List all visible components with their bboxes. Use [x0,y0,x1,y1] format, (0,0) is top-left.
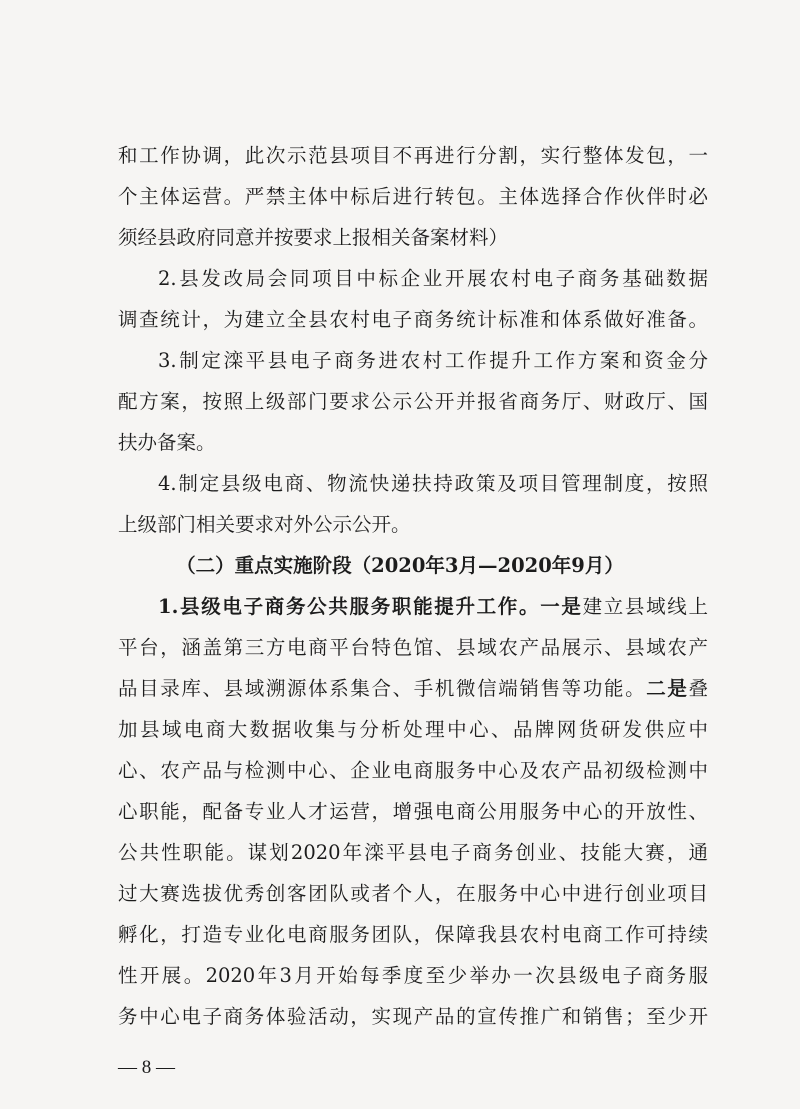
paragraph-line: 调查统计，为建立全县农村电子商务统计标准和体系做好准备。 [118,308,708,331]
paragraph-line: 和工作协调，此次示范县项目不再进行分割，实行整体发包，一 [118,144,708,167]
text-run: 品目录库、县域溯源体系集合、手机微信端销售等功能。 [118,677,647,700]
paragraph-line: 心职能，配备专业人才运营，增强电商公用服务中心的开放性、 [118,800,708,823]
paragraph-line: 扶办备案。 [118,431,216,454]
emphasis: 二是 [646,677,689,700]
paragraph-line [158,597,708,617]
paragraph-line: 3.制定滦平县电子商务进农村工作提升工作方案和资金分 [158,349,708,372]
paragraph-line: 加县域电商大数据收集与分析处理中心、品牌网货研发供应中 [118,718,708,741]
paragraph-line: 平台，涵盖第三方电商平台特色馆、县域农产品展示、县域农产 [118,636,708,659]
paragraph-line: 4.制定县级电商、物流快递扶持政策及项目管理制度，按照 [158,472,708,495]
text-run: 叠 [688,677,708,700]
paragraph-line: 心、农产品与检测中心、企业电商服务中心及农产品初级检测中 [118,759,708,782]
page-number: — 8 — [118,1057,175,1078]
paragraph-line: 配方案，按照上级部门要求公示公开并报省商务厅、财政厅、国 [118,390,708,413]
paragraph-line: 务中心电子商务体验活动，实现产品的宣传推广和销售；至少开 [118,1005,708,1028]
paragraph-line: 过大赛选拔优秀创客团队或者个人，在服务中心中进行创业项目 [118,882,708,905]
paragraph-line: 公共性职能。谋划2020年滦平县电子商务创业、技能大赛，通 [118,841,708,864]
paragraph-line: 上级部门相关要求对外公示公开。 [118,513,411,536]
section-heading: （二）重点实施阶段（2020年3月—2020年9月） [176,554,624,577]
paragraph-line: 孵化，打造专业化电商服务团队，保障我县农村电商工作可持续 [118,923,708,946]
paragraph-line: 性开展。2020年3月开始每季度至少举办一次县级电子商务服 [118,964,708,987]
paragraph-line: 2.县发改局会同项目中标企业开展农村电子商务基础数据 [158,267,708,290]
emphasis: 一是 [540,595,583,618]
item-title: 1.县级电子商务公共服务职能提升工作。 [158,595,541,618]
text-run: 建立县域线上 [582,595,708,618]
paragraph-line: 个主体运营。严禁主体中标后进行转包。主体选择合作伙伴时必 [118,185,708,208]
paragraph-line [118,679,708,699]
paragraph-line: 须经县政府同意并按要求上报相关备案材料） [118,226,509,249]
